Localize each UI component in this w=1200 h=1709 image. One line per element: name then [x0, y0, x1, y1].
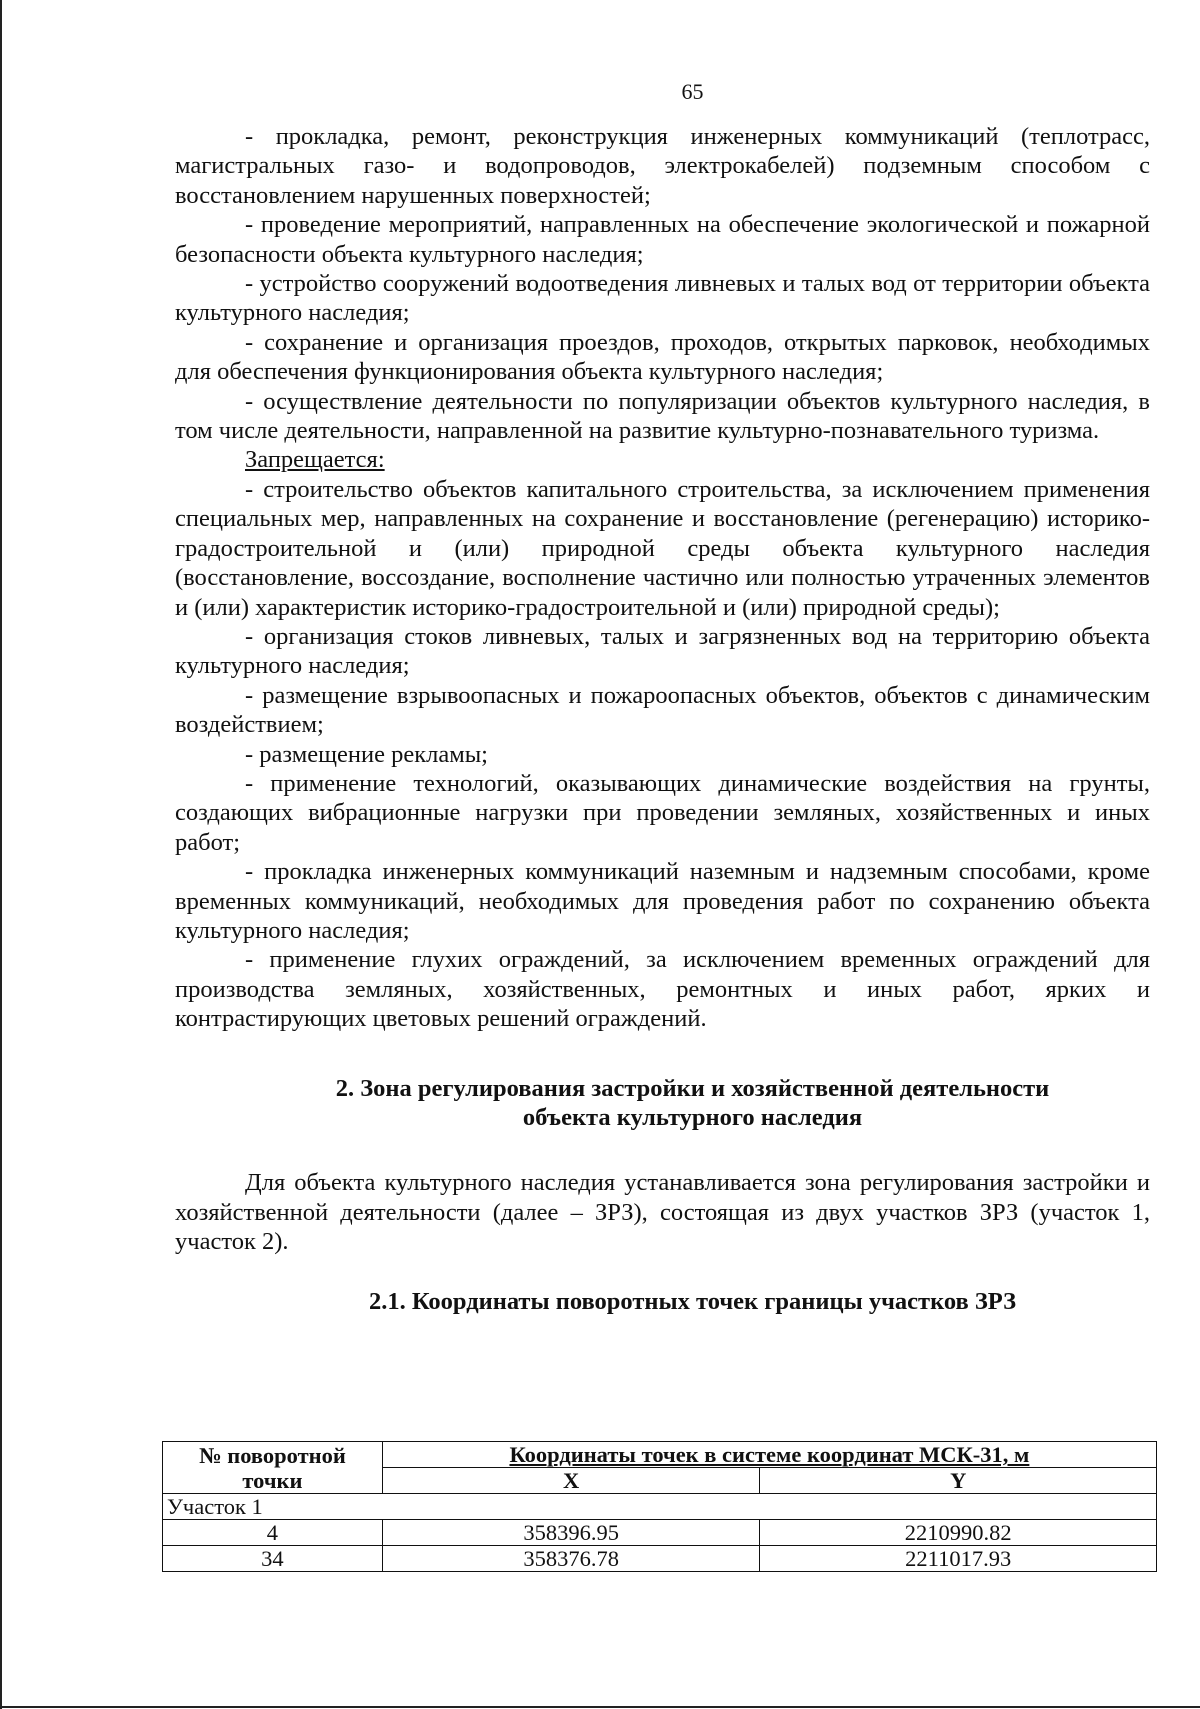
group-label: Участок 1 [163, 1494, 1157, 1520]
header-coordinates-label: Координаты точек в системе координат МСК-31, м [509, 1442, 1030, 1467]
prohibited-heading: Запрещается: [245, 446, 385, 474]
scan-border-left [0, 0, 2, 1709]
header-point-line-1: № поворотной [199, 1442, 346, 1468]
coordinate-y: 2210990.82 [760, 1520, 1157, 1546]
list-item: - применение глухих ограждений, за исключением временных ограждений для производства земляных, хозяйственных, ремонтных и иных работ, ярких и контрастирующих цветовых решений ограждений. [175, 946, 1150, 1033]
coordinate-x: 358376.78 [382, 1546, 760, 1572]
document-page [175, 78, 1150, 1338]
list-item: - размещение рекламы; [245, 740, 488, 768]
page-number: 65 [681, 79, 704, 104]
table-row [163, 1520, 1157, 1546]
allowed-list [175, 122, 1150, 445]
point-number: 34 [163, 1546, 383, 1572]
header-x: X [382, 1468, 760, 1494]
list-item: - проведение мероприятий, направленных на обеспечение экологической и пожарной безопасности объекта культурного наследия; [175, 211, 1150, 268]
header-point [163, 1442, 383, 1494]
coordinate-y: 2211017.93 [760, 1546, 1157, 1572]
scan-border-bottom [0, 1706, 1200, 1708]
list-item: - сохранение и организация проездов, проходов, открытых парковок, необходимых для обеспечения функционирования объекта культурного наследия; [175, 328, 1150, 386]
table-group-row [163, 1494, 1157, 1520]
section-title-line-1: 2. Зона регулирования застройки и хозяйственной деятельности [335, 1074, 1050, 1102]
list-item: - организация стоков ливневых, талых и загрязненных вод на территорию объекта культурного наследия; [175, 622, 1150, 680]
list-item: - применение технологий, оказывающих динамические воздействия на грунты, создающих вибрационные нагрузки при проведении земляных, хозяйственных и иных работ; [175, 769, 1150, 856]
list-item: - размещение взрывоопасных и пожароопасных объектов, объектов с динамическим воздействием; [175, 681, 1150, 739]
coordinates-table [162, 1441, 1157, 1572]
prohibited-list [175, 475, 1150, 1034]
section-paragraph: Для объекта культурного наследия устанавливается зона регулирования застройки и хозяйственной деятельности (далее – ЗРЗ), состоящая из двух участков ЗРЗ (участок 1, участок 2). [175, 1169, 1150, 1256]
list-item: - устройство сооружений водоотведения ливневых и талых вод от территории объекта культурного наследия; [175, 270, 1150, 327]
section-title [175, 1074, 1150, 1133]
list-item: - прокладка, ремонт, реконструкция инженерных коммуникаций (теплотрасс, магистральных газо- и водопроводов, электрокабелей) подземным способом с восстановлением нарушенных поверхностей; [175, 123, 1150, 209]
section-title-line-2: объекта культурного наследия [522, 1104, 863, 1131]
coordinate-x: 358396.95 [382, 1520, 760, 1546]
subsection-title: 2.1. Координаты поворотных точек границы участков ЗРЗ [368, 1287, 1017, 1315]
table-row [163, 1546, 1157, 1572]
list-item: - прокладка инженерных коммуникаций наземным и надземным способами, кроме временных коммуникаций, необходимых для проведения работ по сохранению объекта культурного наследия; [175, 858, 1150, 944]
list-item: - осуществление деятельности по популяризации объектов культурного наследия, в том числе деятельности, направленной на развитие культурно-познавательного туризма. [175, 387, 1150, 445]
header-coordinates [382, 1442, 1156, 1468]
header-point-line-2: точки [242, 1467, 303, 1493]
point-number: 4 [163, 1520, 383, 1546]
header-y: Y [760, 1468, 1157, 1494]
list-item: - строительство объектов капитального строительства, за исключением применения специальных мер, направленных на сохранение и восстановление (регенерацию) историко-градостроительной и (или) природной среды объекта культурного наследия (восстановление, воссоздание, восполнение частично или полностью утраченных элементов и (или) характеристик историко-градостроительной и (или) природной среды); [175, 475, 1150, 621]
